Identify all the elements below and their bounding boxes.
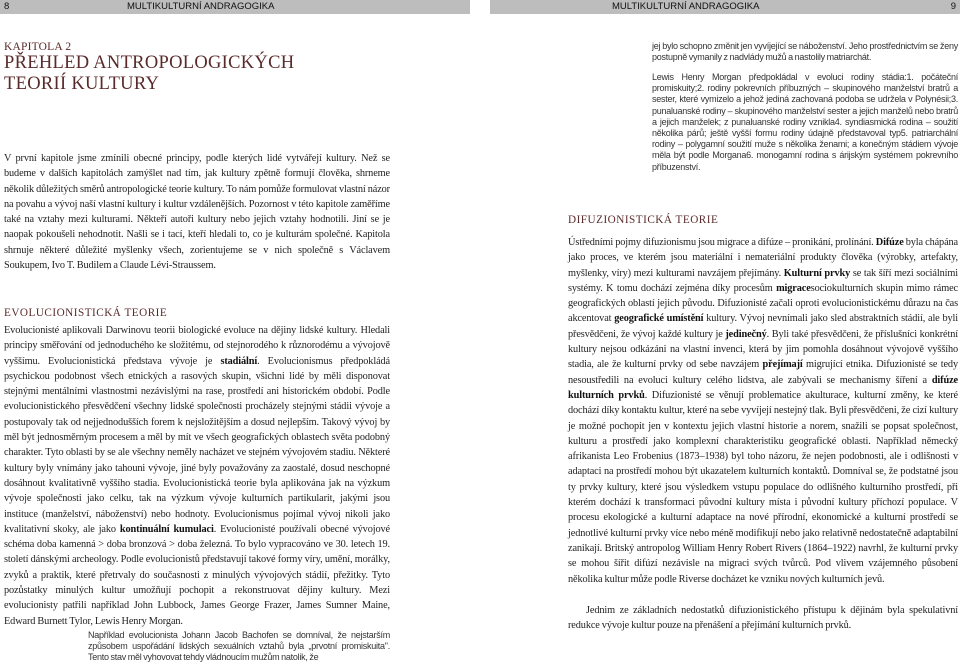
chapter-title: PŘEHLED ANTROPOLOGICKÝCH TEORIÍ KULTURY: [4, 53, 295, 94]
page-header-right: [490, 0, 960, 14]
sidebar-box-bachofen: Například evolucionista Johann Jacob Bachofen se domníval, že nejstarším způsobem uspořádání lidských sexuálních vztahů byla „prvotní promiskuita". Tento stav měl vyhovovat tehdy vládnoucím mužům natolik, že: [88, 630, 390, 663]
running-title: MULTIKULTURNÍ ANDRAGOGIKA: [612, 1, 760, 12]
page-number: 8: [4, 1, 10, 12]
section-heading-difuzionisticka: DIFUZIONISTICKÁ TEORIE: [568, 214, 719, 226]
section-body-difuzionisticka: Ústředními pojmy difuzionismu jsou migrace a difúze – pronikání, prolínání. Difúze byla chápána jako proces, ve kterém jsou materiální i nemateriální produkty člověka (výrobky, artefakty, myšlenky, víry) mezi kulturami navzájem přejímány. Kulturní prvky se tak šíří mezi sociálními systémy. K tomu dochází zejména díky procesům migracesociokulturních skupin mimo rámec geografických oblastí jejich původu. Difuzionisté začali oproti evolucionistickému důrazu na čas akcentovat geografické umístění kultury. Vývoj nevnímali jako sled abstraktních stádií, ale byli přesvědčeni, že vývoj každé kultury je jedinečný. Byli také přesvědčeni, že příslušníci konkrétní kultury nejsou odkázáni na vlastní invenci, která by jim pomohla dosáhnout vývojově vyššího stadia, ale že kulturní prvky od sebe navzájem přejímají migrující etnika. Difuzionisté se tedy nesoustředili na evoluci kultury celého lidstva, ale zabývali se mechanismy šíření a difúze kulturních prvků. Difuzionisté se věnují problematice akulturace, kulturní změny, ke které dochází díky kontaktu kultur, které na sebe vyvíjejí nestejný tlak. Byli přesvědčeni, že cizí kultury je možné pochopit jen v kontextu jejich vlastní historie a norem, snažili se popsat společnost, kulturu a prostředí jako komplexní charakteristiku geografické oblasti. Například německý afrikanista Leo Frobenius (1873–1938) byl toho názoru, že nejen podobnosti, ale i odlišnosti v adaptaci na prostředí mohou být ukazatelem kulturních kontaktů. Domníval se, že podstatné jsou ty prvky kultury, které jsou výsledkem vstupu populace do odlišného kulturního prostředí, při kterém dochází k transformaci původní kultury místa i původní kultury příchozí populace. V procesu ekologické a kulturní adaptace na nové přírodní, ekonomické a kulturní prostředí se jednotlivé kulturní prvky více nebo méně modifikují nebo jako relativně nedostatečně adaptabilní zanikají. Britský antropolog William Henry Robert Rivers (1864–1922) navrhl, že kulturní prvky se mohou šířit difúzí nezávisle na migraci svých tvůrců. Pod vlivem vzájemného působení několika kultur může podle Riverse docházet ke vzniku nových kulturních jevů.: [568, 237, 959, 585]
section-heading-evolucionisticka: EVOLUCIONISTICKÁ TEORIE: [4, 307, 168, 319]
section-body-difuzionisticka-conclusion: Jednim ze základních nedostatků difuzionistického přístupu k dějinám byla spekulativní redukce vývoje kultur pouze na přenášení a přejímání kulturních prvků.: [568, 605, 958, 632]
chapter-label: KAPITOLA 2: [4, 41, 72, 53]
sidebar-box-morgan: Lewis Henry Morgan předpokládal v evoluci rodiny stádia:1. počáteční promiskuity;2. rodiny pokrevních příbuzných – skupinového manželství bratrů a sester, které vymizelo a jehož jediná zachovaná podoba se udržela v Polynésii;3. punaluanské rodiny – skupinového manželství sester a jejich manželů nebo bratrů a jejich manželek; z punaluanské rodiny vznikla4. syndiasmická rodina – soužití několika párů; ještě vyšší formu rodiny údajně představoval typ5. patriarchální rodiny – polygamní soužití muže s několika ženami; a konečným stádiem vývoje měla být podle Morgana6. monogamní rodina s árijským systémem pokrevního příbuzenství.: [652, 72, 958, 172]
section-body-evolucionisticka: Evolucionisté aplikovali Darwinovu teorii biologické evoluce na dějiny lidské kultury. Hledali principy směřování od jednoduchého ke složitému, od stejnorodého k různorodému a vývojově vyššímu. Evolucionistická představa vývoje je stadiální. Evolucionismus předpokládá psychickou podobnost všech etnických a rasových skupin, všichni lidé by měli disponovat stejnými mentálními vlastnostmi nezávislými na rase, prostředí ani historickém období. Podle evolucionistického přesvědčení všechny lidské společnosti procházely stejnými stádii vývoje a postupovaly tak od nejjednodušších forem k nejsložitějším a dosud nejlepším. Takový vývoj by měl být jednosměrným procesem a měl by mít ve všech geografických oblastech světa podobný charakter. Tyto oblasti by se ale všechny neměly nacházet ve stejném vývojovém stadiu. Některé kultury byly vnímány jako tahouni vývoje, jiné byly považovány za zaostalé, dosud neschopné dosáhnout kvalitativně vyššího stadia. Evolucionistická teorie byla aplikována jak na výzkum vývoje společnosti jako celku, tak na výzkum vývoje kulturních partikularit, jakými jsou instituce (manželství, náboženství) nebo hodnoty. Evolucionismus pojímal vývoj nikoli jako kvalitativní skoky, ale jako kontinuální kumulaci. Evolucionisté používali obecné vývojové schéma doba kamenná > doba bronzová > doba železná. To bylo vypracováno ve 30. letech 19. století dánskými archeology. Podle evolucionistů představují takové formy víry, umění, morálky, zvyků a praktik, které přetrvaly do současnosti z minulých vývojových stádií, přežitky. Tyto pozůstatky minulých kultur umožňují pochopit a rekonstruovat dějiny kultury. Mezi evolucionisty patřili například John Lubbock, James George Frazer, James Sumner Maine, Edward Burnett Tylor, Lewis Henry Morgan.: [4, 325, 390, 627]
running-title: MULTIKULTURNÍ ANDRAGOGIKA: [127, 1, 275, 12]
chapter-intro: V první kapitole jsme zmínili obecné principy, podle kterých lidé vytvářejí kultury. Než se budeme v dalších kapitolách zamýšlet nad tím, jak kultury zpětně formují člověka, shrneme několik důležitých směrů antropologické teorie kultury. To nám pomůže formulovat vlastní názor na povahu a vývoj naší vlastní kultury i kultur vzdálenějších. Pozornost v této kapitole zaměříme také na vztahy mezi kulturami. Někteří autoři kultury nebo jejich vztahy hodnotili. Jiní se je naopak pokoušeli nehodnotit. Našli se i tací, kteří hledali to, co je kulturám společné. Kapitola shrnuje některé důležité myšlenky všech, zorientujeme se v nich společně s Václavem Soukupem, Ivo T. Budilem a Claude Lévi-Straussem.: [4, 153, 390, 272]
page-header-left: [0, 0, 470, 14]
page-number: 9: [950, 1, 956, 12]
sidebar-box-continued: jej bylo schopno změnit jen vyvíjející se náboženství. Jeho prostřednictvím se ženy postupně vymanily z nadvlády mužů a nastolily matriarchát.: [652, 41, 958, 63]
